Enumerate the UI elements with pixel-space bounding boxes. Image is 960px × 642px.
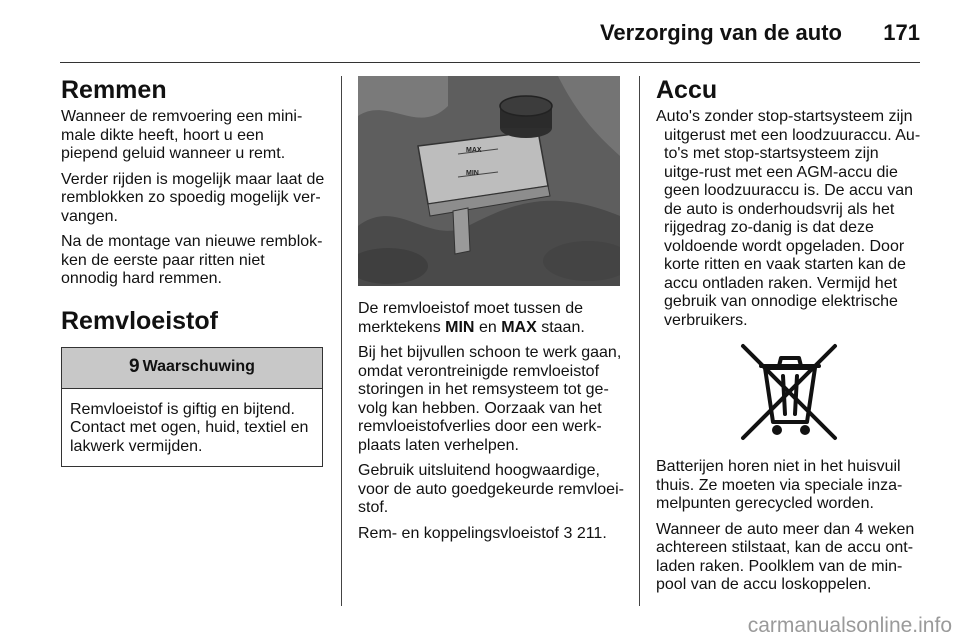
- p1-before: De remvloeistof moet tussen de merktekens: [358, 300, 583, 336]
- page-header: [60, 0, 920, 63]
- remmen-paragraph-2: Verder rijden is mogelijk maar laat de remblokken zo spoedig mogelijk ver-vangen.: [61, 170, 325, 225]
- middle-column: [358, 76, 624, 550]
- brake-fluid-reservoir-photo: [358, 76, 620, 286]
- heading-remvloeistof: Remvloeistof: [61, 306, 218, 335]
- remvloeistof-paragraph-3: Gebruik uitsluitend hoogwaardige, voor de auto goedgekeurde remvloei-stof.: [358, 462, 624, 516]
- remmen-paragraph-3: Na de montage van nieuwe remblok-ken de eerste paar ritten niet onnodig hard remmen.: [61, 233, 323, 287]
- accu-paragraph-3: Wanneer de auto meer dan 4 weken achtereen stilstaat, kan de accu ont-laden raken. Poolklem van de min-pool van de accu loskoppelen.: [656, 520, 915, 593]
- left-column: [61, 76, 325, 467]
- photo-label-min: MIN: [466, 170, 479, 177]
- remmen-paragraph-1: Wanneer de remvoering een mini-male dikte heeft, hoort u een piepend geluid wanneer u remt.: [61, 108, 303, 162]
- reference-text: Rem- en koppelingsvloeistof: [358, 524, 559, 542]
- column-divider-1: [341, 76, 342, 606]
- watermark: carmanualsonline.info: [747, 614, 952, 637]
- warning-icon: 9: [129, 356, 140, 378]
- accu-paragraph-1: Auto's zonder stop-startsysteem zijn uitgerust met een loodzuuraccu. Au-to's met stop-startsysteem zijn uitge-rust met een AGM-accu die geen loodzuuraccu is. De accu van de auto is onderhoudsvrij als het rijgedrag zo-danig is dat deze voldoende wordt opgeladen. Door korte ritten en vaak starten kan de accu ontladen raken. Vermijd het gebruik van onnodige elektrische verbruikers.: [656, 108, 921, 329]
- photo-label-max: MAX: [466, 147, 482, 154]
- warning-title: Waarschuwing: [142, 358, 255, 376]
- warning-header: [62, 348, 322, 389]
- p1-after: staan.: [541, 318, 585, 336]
- reference-arrow-icon: 3: [563, 524, 573, 542]
- max-mark: MAX: [501, 318, 537, 336]
- column-divider-2: [639, 76, 640, 606]
- warning-box: [61, 347, 323, 468]
- accu-paragraph-2: Batterijen horen niet in het huisvuil thuis. Ze moeten via speciale inza-melpunten gerecycled worden.: [656, 458, 903, 512]
- page-number: 171: [883, 20, 920, 45]
- remvloeistof-reference: [358, 525, 624, 544]
- right-column: [656, 76, 922, 602]
- min-mark: MIN: [445, 318, 475, 336]
- heading-remmen: Remmen: [61, 76, 167, 104]
- p1-en: en: [478, 318, 497, 336]
- header-title: Verzorging van de auto: [599, 20, 842, 45]
- remvloeistof-paragraph-1: [358, 300, 624, 337]
- remvloeistof-paragraph-2: Bij het bijvullen schoon te werk gaan, omdat verontreinigde remvloeistof storingen in het remsysteem tot ge-volg kan hebben. Oorzaak van het remvloeistofverlies door een werk-plaats laten verhelpen.: [358, 344, 622, 454]
- reference-page[interactable]: 211.: [576, 524, 607, 542]
- heading-accu: Accu: [656, 76, 718, 104]
- crossed-out-bin-icon: [735, 340, 843, 444]
- warning-text: Remvloeistof is giftig en bijtend. Contact met ogen, huid, textiel en lakwerk vermijden.: [70, 400, 309, 455]
